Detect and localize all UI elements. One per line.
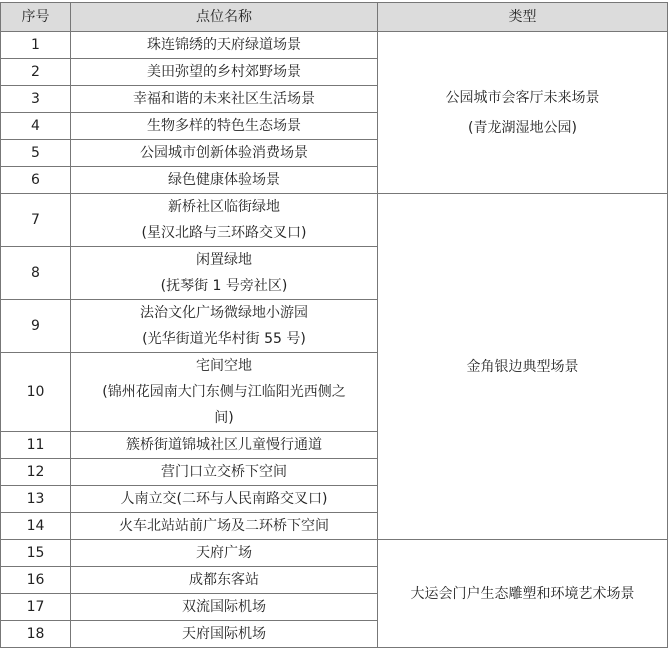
table-row — [1, 32, 668, 59]
type-line: (青龙湖湿地公园) — [468, 119, 577, 136]
location-name-line: 幸福和谐的未来社区生活场景 — [133, 91, 315, 107]
row-location-name — [71, 594, 378, 621]
location-name-line: 人南立交(二环与人民南路交叉口) — [120, 491, 328, 507]
location-name-line: 生物多样的特色生态场景 — [147, 118, 301, 134]
row-index: 14 — [1, 513, 71, 540]
header-type: 类型 — [378, 3, 668, 32]
row-location-name — [71, 59, 378, 86]
row-index: 7 — [1, 194, 71, 247]
row-index: 6 — [1, 167, 71, 194]
row-location-name — [71, 540, 378, 567]
location-name-line: 火车北站站前广场及二环桥下空间 — [119, 518, 329, 534]
location-name-line: (锦州花园南大门东侧与江临阳光西侧之 — [102, 384, 346, 400]
row-index: 17 — [1, 594, 71, 621]
location-name-line: 珠连锦绣的天府绿道场景 — [147, 37, 301, 53]
row-location-name — [71, 567, 378, 594]
location-name-line: 天府国际机场 — [182, 626, 266, 642]
location-name-line: 天府广场 — [196, 545, 252, 561]
location-name-line: 公园城市创新体验消费场景 — [140, 145, 308, 161]
row-index: 4 — [1, 113, 71, 140]
row-index: 11 — [1, 432, 71, 459]
header-name: 点位名称 — [71, 3, 378, 32]
table-row — [1, 540, 668, 567]
row-location-name — [71, 353, 378, 432]
header-index: 序号 — [1, 3, 71, 32]
row-location-name — [71, 140, 378, 167]
row-index: 16 — [1, 567, 71, 594]
type-line: 公园城市会客厅未来场景 — [445, 89, 600, 106]
row-location-name — [71, 247, 378, 300]
row-index: 8 — [1, 247, 71, 300]
row-index: 1 — [1, 32, 71, 59]
scene-table — [0, 2, 668, 648]
location-name-line: (星汉北路与三环路交叉口) — [141, 225, 307, 241]
row-location-name — [71, 459, 378, 486]
location-name-line: (光华街道光华村街 55 号) — [142, 331, 306, 347]
location-name-line: 美田弥望的乡村郊野场景 — [147, 64, 301, 80]
row-location-name — [71, 513, 378, 540]
group-type — [378, 194, 668, 540]
location-name-line: 成都东客站 — [189, 572, 259, 588]
row-index: 3 — [1, 86, 71, 113]
location-name-line: 闲置绿地 — [196, 252, 252, 268]
row-index: 18 — [1, 621, 71, 648]
table-row — [1, 194, 668, 247]
row-location-name — [71, 300, 378, 353]
table-header-row — [1, 3, 668, 32]
row-location-name — [71, 486, 378, 513]
location-name-line: 间) — [214, 410, 234, 426]
table-body — [1, 32, 668, 648]
row-index: 5 — [1, 140, 71, 167]
row-location-name — [71, 621, 378, 648]
row-index: 15 — [1, 540, 71, 567]
row-location-name — [71, 432, 378, 459]
location-name-line: 簇桥街道锦城社区儿童慢行通道 — [126, 437, 322, 453]
location-name-line: (抚琴街 1 号旁社区) — [160, 278, 288, 294]
row-location-name — [71, 113, 378, 140]
row-index: 9 — [1, 300, 71, 353]
location-name-line: 绿色健康体验场景 — [168, 172, 280, 188]
location-name-line: 营门口立交桥下空间 — [161, 464, 287, 480]
location-name-line: 宅间空地 — [196, 358, 252, 374]
type-line: 金角银边典型场景 — [466, 358, 579, 375]
row-index: 13 — [1, 486, 71, 513]
row-location-name — [71, 86, 378, 113]
row-location-name — [71, 32, 378, 59]
group-type — [378, 32, 668, 194]
location-name-line: 新桥社区临街绿地 — [168, 199, 280, 215]
group-type — [378, 540, 668, 648]
type-line: 大运会门户生态雕塑和环境艺术场景 — [410, 585, 635, 602]
row-index: 10 — [1, 353, 71, 432]
row-location-name — [71, 194, 378, 247]
location-name-line: 法治文化广场微绿地小游园 — [140, 305, 308, 321]
row-index: 2 — [1, 59, 71, 86]
row-index: 12 — [1, 459, 71, 486]
row-location-name — [71, 167, 378, 194]
location-name-line: 双流国际机场 — [182, 599, 266, 615]
